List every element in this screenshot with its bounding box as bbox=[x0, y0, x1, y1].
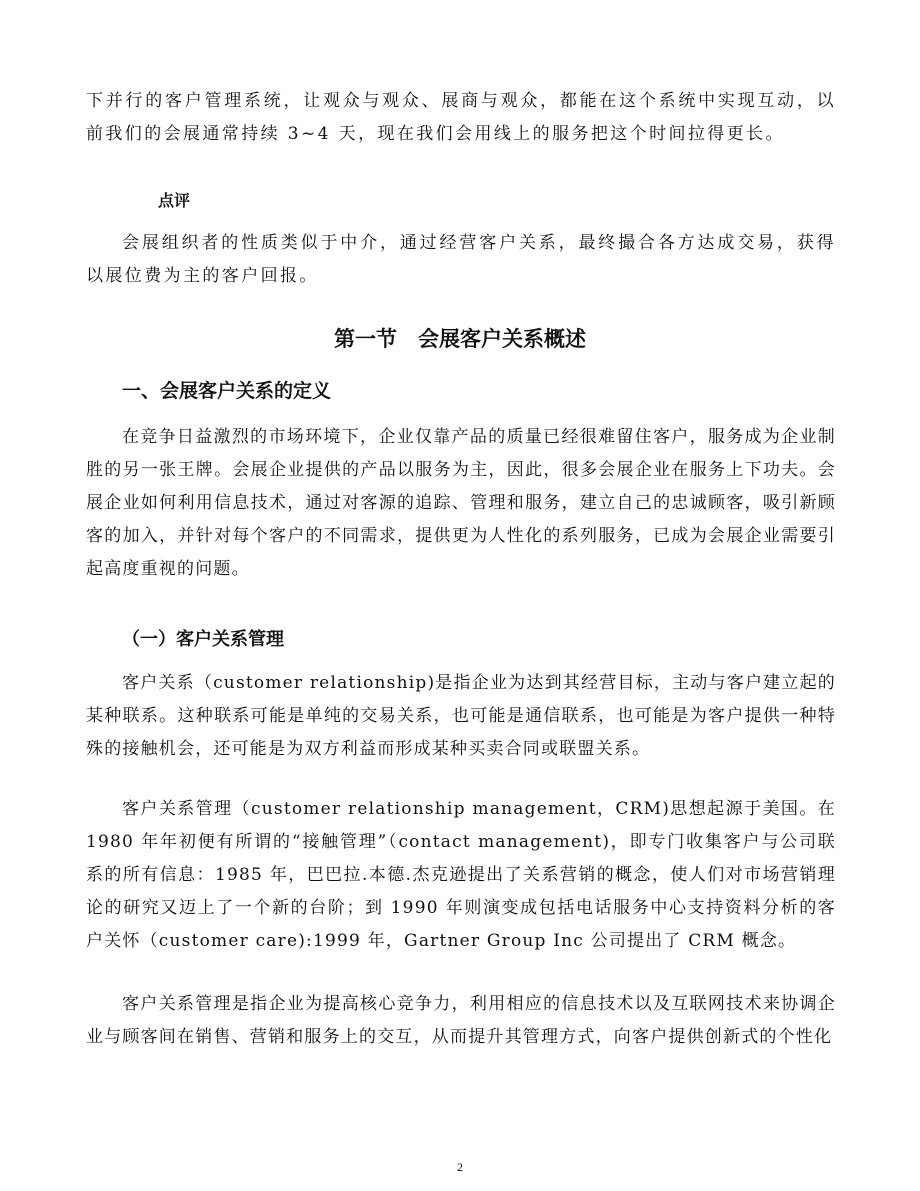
review-paragraph: 会展组织者的性质类似于中介，通过经营客户关系，最终撮合各方达成交易，获得以展位费为主的客户回报。 bbox=[86, 233, 836, 286]
subheading-crm: （一）客户关系管理 bbox=[122, 629, 284, 650]
paragraph-customer-relationship: 客户关系（customer relationship)是指企业为达到其经营目标，主动与客户建立起的某种联系。这种联系可能是单纯的交易关系，也可能是通信联系，也可能是为客户提供一种特殊的接触机会，还可能是为双方利益而形成某种买卖合同或联盟关系。 bbox=[86, 673, 836, 759]
review-label: 点评 bbox=[158, 191, 191, 210]
paragraph-crm-definition: 客户关系管理是指企业为提高核心竞争力，利用相应的信息技术以及互联网技术来协调企业与顾客间在销售、营销和服务上的交互，从而提升其管理方式，向客户提供创新式的个性化 bbox=[86, 994, 836, 1047]
heading-definition: 一、会展客户关系的定义 bbox=[122, 380, 332, 402]
page-number: 2 bbox=[457, 1160, 463, 1174]
section-title: 第一节 会展客户关系概述 bbox=[334, 327, 586, 351]
paragraph-crm-history: 客户关系管理（customer relationship management，CRM)思想起源于美国。在 1980 年年初便有所谓的“接触管理”（contact management)，即专门收集客户与公司联系的所有信息：1985 年，巴巴拉.本德.杰克逊提出了关系营销的概念，使人们对市场营销理论的研究又迈上了一个新的台阶；到 1990 年则演变成包括电话服务中心支持资料分析的客户关怀（customer care):1999 年，Gartner Group Inc 公司提出了 CRM 概念。 bbox=[86, 799, 836, 951]
paragraph-definition: 在竞争日益激烈的市场环境下，企业仅靠产品的质量已经很难留住客户，服务成为企业制胜的另一张王牌。会展企业提供的产品以服务为主，因此，很多会展企业在服务上下功夫。会展企业如何利用信息技术，通过对客源的追踪、管理和服务，建立自己的忠诚顾客，吸引新顾客的加入，并针对每个客户的不同需求，提供更为人性化的系列服务，已成为会展企业需要引起高度重视的问题。 bbox=[86, 427, 836, 579]
intro-paragraph: 下并行的客户管理系统，让观众与观众、展商与观众，都能在这个系统中实现互动，以前我们的会展通常持续 3~4 天，现在我们会用线上的服务把这个时间拉得更长。 bbox=[86, 91, 836, 144]
